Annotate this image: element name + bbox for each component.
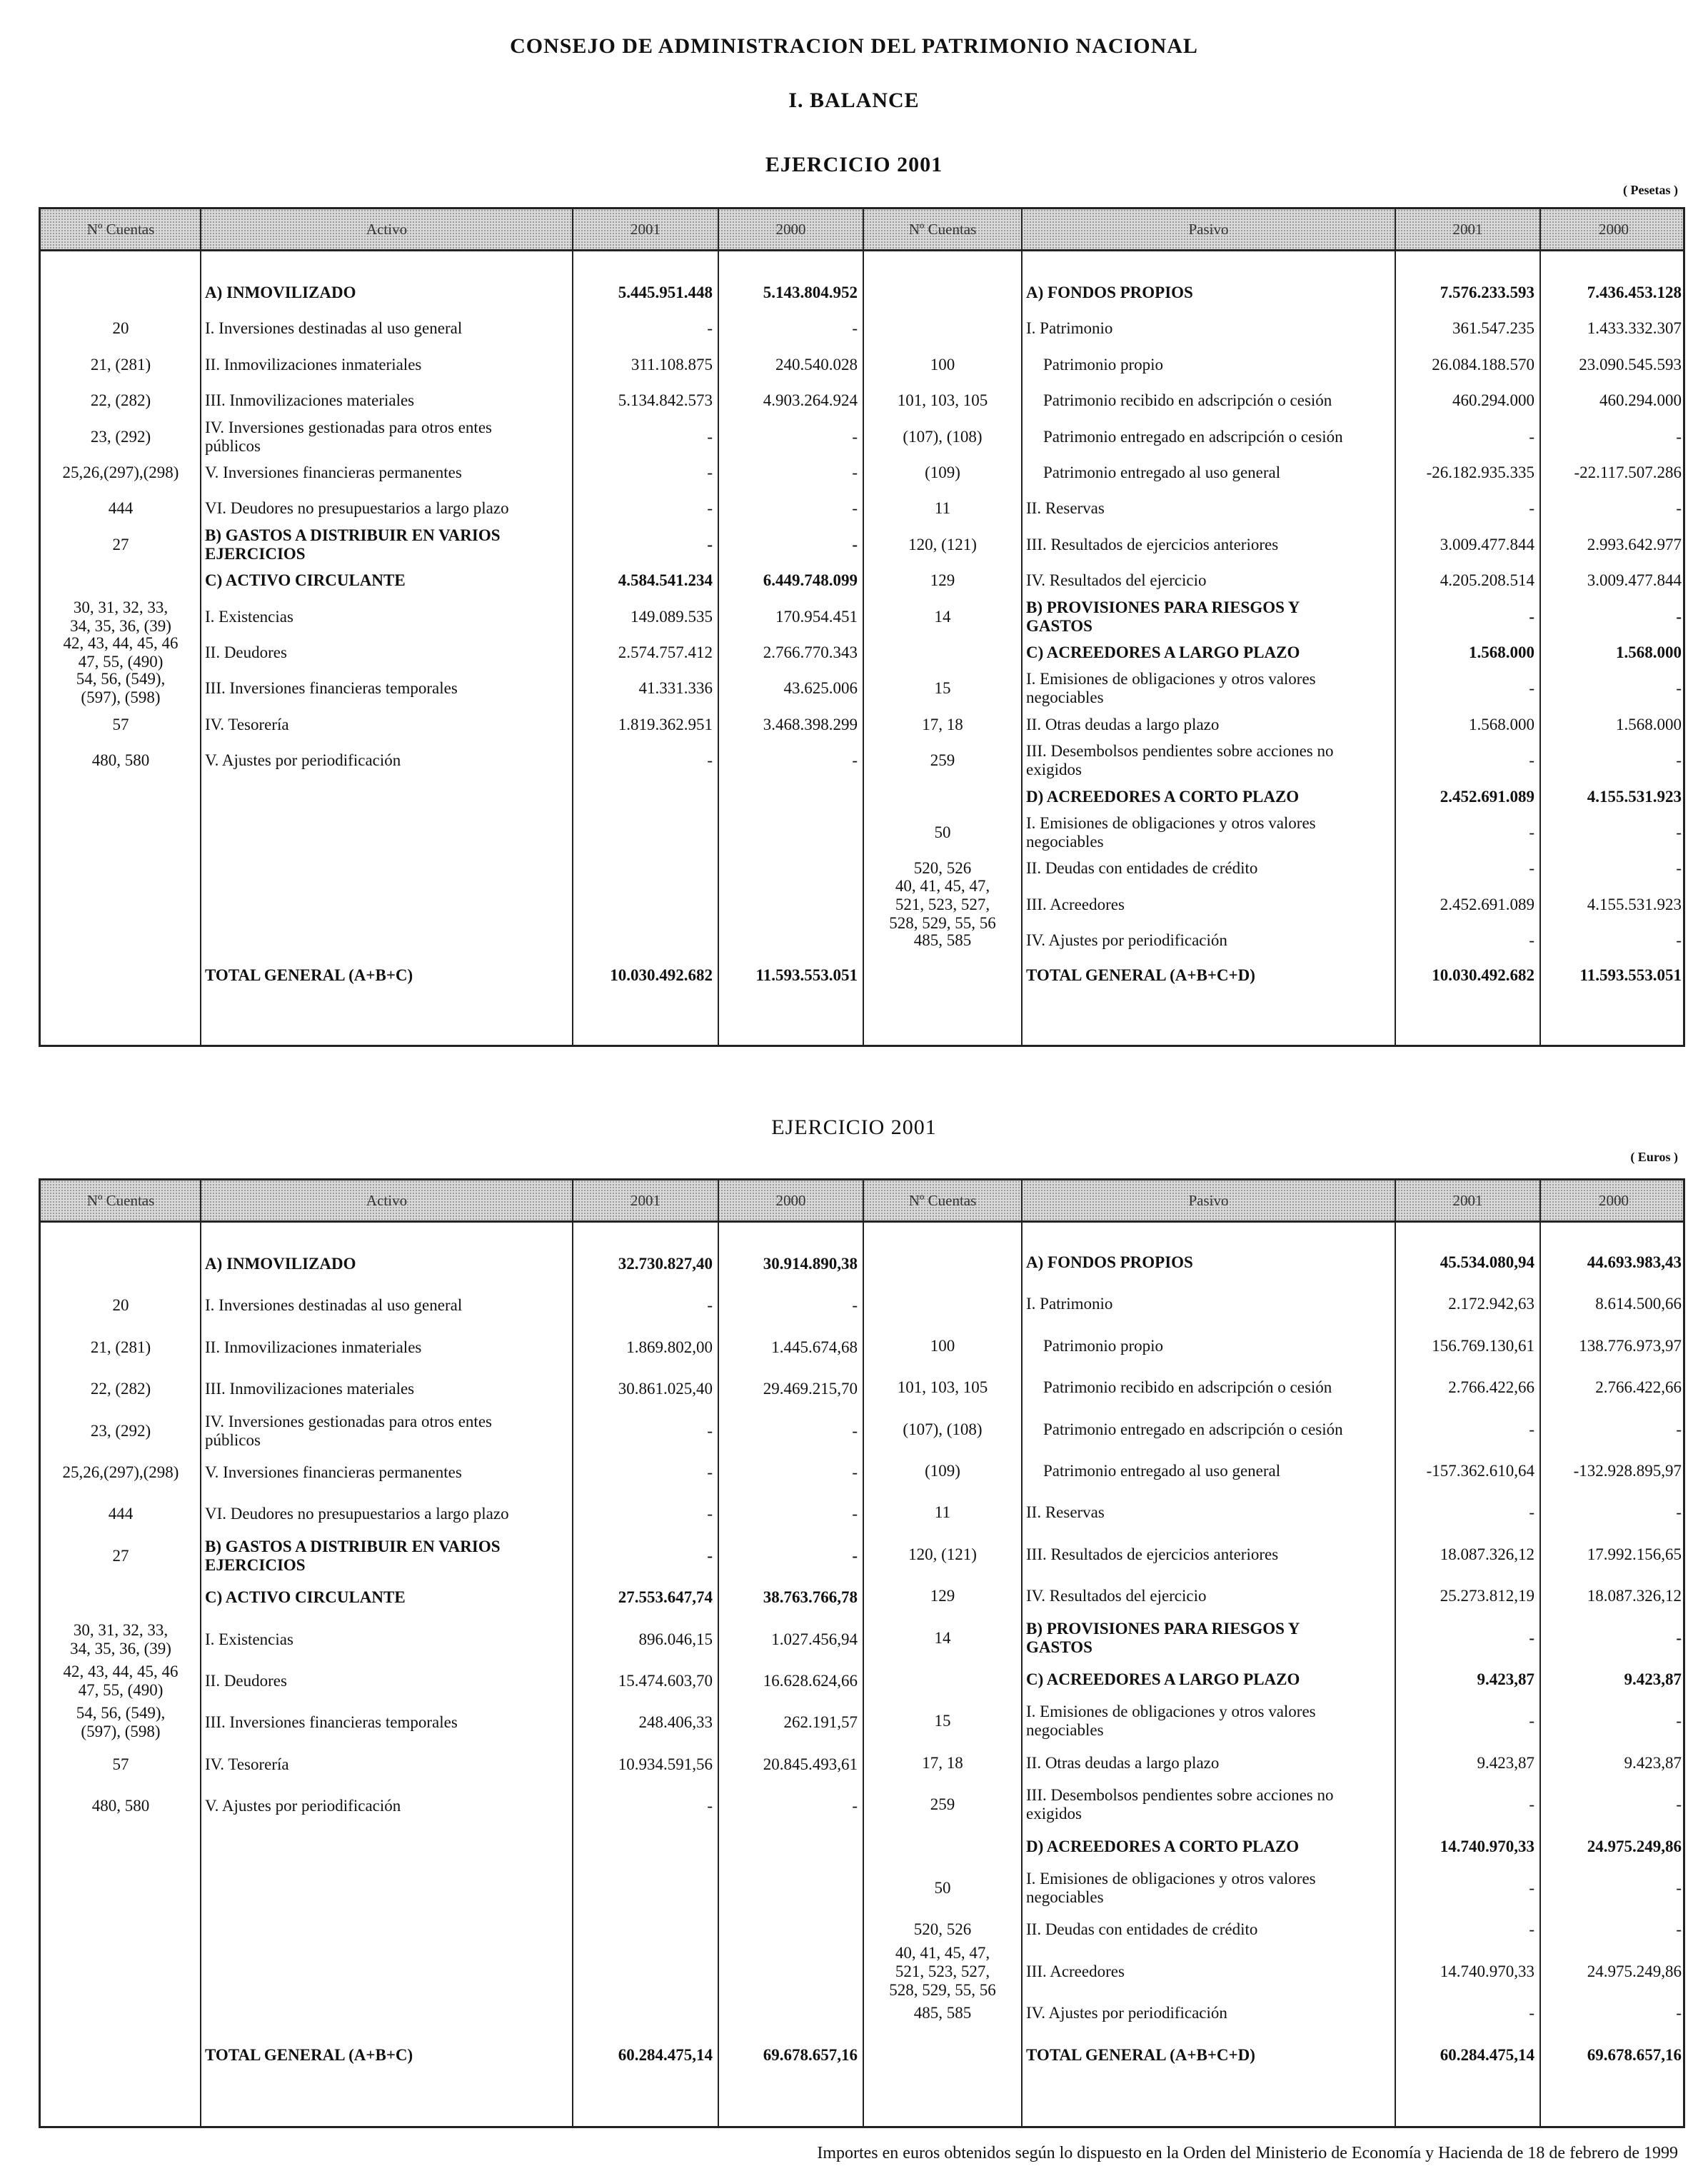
- row-label: A) FONDOS PROPIOS: [1026, 284, 1193, 301]
- value-2000: 38.763.766,78: [763, 1588, 858, 1607]
- value-2001: 361.547.235: [1452, 319, 1534, 338]
- value-2000: -: [852, 1546, 858, 1565]
- account-code: 20: [112, 1296, 129, 1315]
- row-label: II. Reservas: [1026, 499, 1105, 518]
- value-2000: 240.540.028: [775, 355, 858, 373]
- value-2001: 2.574.757.412: [618, 643, 713, 661]
- row-label: Patrimonio entregado en adscripción o cesión: [1043, 427, 1343, 446]
- document-title: CONSEJO DE ADMINISTRACION DEL PATRIMONIO NACIONAL: [510, 34, 1198, 58]
- account-code: 17, 18: [922, 1753, 963, 1772]
- total-2000: 11.593.553.051: [1579, 966, 1682, 984]
- value-2000: 8.614.500,66: [1595, 1295, 1682, 1313]
- account-code: 485, 585: [913, 931, 972, 950]
- row-label: V. Inversiones financieras permanentes: [205, 463, 462, 481]
- value-2001: 7.576.233.593: [1440, 284, 1534, 301]
- value-2000: -: [852, 1421, 858, 1440]
- row-label: III. Inmovilizaciones materiales: [205, 1380, 415, 1398]
- value-2001: 460.294.000: [1452, 391, 1534, 410]
- account-code: 259: [930, 1795, 955, 1814]
- value-2000: -: [1676, 2004, 1682, 2022]
- row-label: IV. Inversiones gestionadas para otros entes públicos: [205, 418, 492, 455]
- total-2001: 10.030.492.682: [610, 966, 713, 984]
- row-label: IV. Tesorería: [205, 1755, 289, 1773]
- row-label: III. Desembolsos pendientes sobre acciones no exigidos: [1026, 742, 1334, 779]
- value-2001: 32.730.827,40: [618, 1255, 713, 1273]
- account-code: 100: [930, 1336, 955, 1355]
- value-2000: -: [1676, 823, 1682, 841]
- account-code: 520, 526: [913, 859, 972, 878]
- value-2001: -: [1529, 1420, 1534, 1438]
- value-2001: -: [1529, 427, 1534, 446]
- value-2001: 5.445.951.448: [618, 284, 713, 301]
- value-2000: -: [1676, 1879, 1682, 1897]
- account-code: 27: [112, 1546, 129, 1565]
- account-code: 444: [108, 499, 134, 518]
- row-label: II. Deudores: [205, 1672, 287, 1690]
- row-label: III. Resultados de ejercicios anteriores: [1026, 535, 1279, 553]
- value-2000: 1.433.332.307: [1587, 319, 1682, 338]
- section-title: EJERCICIO 2001: [765, 153, 943, 176]
- row-label: VI. Deudores no presupuestarios a largo plazo: [205, 499, 509, 518]
- row-label: C) ACTIVO CIRCULANTE: [205, 1588, 406, 1607]
- balance-table: [39, 1178, 1685, 2128]
- value-2000: 2.766.770.343: [763, 643, 858, 661]
- value-2001: 14.740.970,33: [1440, 1962, 1534, 1980]
- value-2001: 9.423,87: [1477, 1670, 1534, 1688]
- account-code: 22, (282): [90, 391, 151, 410]
- account-code: 40, 41, 45, 47, 521, 523, 527, 528, 529, 55, 56: [889, 1943, 996, 1999]
- account-code: 22, (282): [90, 1380, 151, 1398]
- account-code: 520, 526: [913, 1920, 972, 1939]
- value-2001: -: [1529, 1795, 1534, 1814]
- row-label: II. Otras deudas a largo plazo: [1026, 1753, 1220, 1772]
- value-2000: 9.423,87: [1624, 1753, 1682, 1772]
- account-code: 42, 43, 44, 45, 46 47, 55, (490): [63, 1663, 179, 1699]
- value-2001: 27.553.647,74: [618, 1588, 713, 1607]
- account-code: 30, 31, 32, 33, 34, 35, 36, (39): [70, 1620, 171, 1658]
- row-label: Patrimonio entregado en adscripción o cesión: [1043, 1420, 1343, 1438]
- value-2001: 149.089.535: [631, 607, 713, 626]
- value-2000: -: [852, 1463, 858, 1481]
- value-2001: -: [707, 1797, 713, 1815]
- account-code: 14: [934, 1628, 951, 1647]
- value-2000: -: [852, 499, 858, 518]
- value-2001: -: [1529, 2004, 1534, 2022]
- row-label: IV. Tesorería: [205, 715, 289, 733]
- value-2000: -22.117.507.286: [1574, 463, 1682, 481]
- account-code: 101, 103, 105: [897, 391, 988, 410]
- account-code: 23, (292): [90, 1421, 151, 1440]
- value-2000: -: [1676, 1503, 1682, 1522]
- value-2001: 18.087.326,12: [1440, 1545, 1534, 1563]
- row-label: Patrimonio propio: [1043, 355, 1164, 373]
- value-2000: 4.903.264.924: [763, 391, 858, 410]
- value-2001: 10.934.591,56: [618, 1755, 713, 1773]
- row-label: IV. Inversiones gestionadas para otros entes públicos: [205, 1412, 492, 1449]
- value-2001: -: [1529, 607, 1534, 626]
- value-2001: 156.769.130,61: [1432, 1336, 1534, 1355]
- value-2000: 9.423,87: [1624, 1670, 1682, 1688]
- value-2000: -: [852, 463, 858, 481]
- account-code: 101, 103, 105: [897, 1378, 988, 1397]
- account-code: 50: [934, 1879, 951, 1897]
- row-label: II. Reservas: [1026, 1503, 1105, 1522]
- value-2001: -: [707, 463, 713, 481]
- header-activo: Activo: [366, 1192, 408, 1209]
- account-code: 54, 56, (549), (597), (598): [76, 1704, 166, 1741]
- account-code: 27: [112, 535, 129, 553]
- account-code: 17, 18: [922, 715, 963, 733]
- account-code: 50: [934, 823, 951, 841]
- row-label: B) PROVISIONES PARA RIESGOS Y GASTOS: [1026, 598, 1300, 635]
- value-2001: 9.423,87: [1477, 1753, 1534, 1772]
- value-2000: 3.009.477.844: [1587, 571, 1682, 590]
- row-label: Patrimonio recibido en adscripción o cesión: [1043, 391, 1332, 410]
- row-label: B) GASTOS A DISTRIBUIR EN VARIOS EJERCICIOS: [205, 1537, 501, 1574]
- account-code: 40, 41, 45, 47, 521, 523, 527, 528, 529, 55, 56: [889, 876, 996, 932]
- account-code: (107), (108): [903, 427, 983, 446]
- row-label: I. Inversiones destinadas al uso general: [205, 319, 463, 338]
- row-label: I. Existencias: [205, 607, 293, 626]
- value-2000: -132.928.895,97: [1573, 1462, 1682, 1480]
- account-code: 129: [930, 571, 955, 590]
- account-code: 21, (281): [90, 355, 151, 373]
- row-label: IV. Ajustes por periodificación: [1026, 931, 1227, 950]
- account-code: 444: [108, 1505, 134, 1523]
- value-2000: -: [1676, 1795, 1682, 1814]
- account-code: 54, 56, (549), (597), (598): [76, 670, 166, 707]
- value-2001: -: [1529, 859, 1534, 878]
- row-label: III. Desembolsos pendientes sobre acciones no exigidos: [1026, 1786, 1334, 1823]
- value-2000: -: [1676, 499, 1682, 518]
- row-label: II. Deudores: [205, 643, 287, 661]
- account-code: 30, 31, 32, 33, 34, 35, 36, (39): [70, 598, 171, 635]
- account-code: 485, 585: [913, 2004, 972, 2022]
- value-2000: -: [852, 319, 858, 338]
- row-label: V. Ajustes por periodificación: [205, 1797, 401, 1815]
- value-2000: 20.845.493,61: [763, 1755, 858, 1773]
- account-code: 100: [930, 355, 955, 373]
- total-label: TOTAL GENERAL (A+B+C): [205, 2046, 413, 2064]
- total-2000: 69.678.657,16: [763, 2046, 858, 2064]
- total-2001: 60.284.475,14: [618, 2046, 713, 2064]
- account-code: 15: [934, 1712, 951, 1730]
- value-2000: -: [1676, 427, 1682, 446]
- value-2001: -: [707, 319, 713, 338]
- row-label: III. Resultados de ejercicios anteriores: [1026, 1545, 1279, 1563]
- value-2001: -: [1529, 751, 1534, 770]
- value-2000: -: [1676, 1628, 1682, 1647]
- value-2000: 44.693.983,43: [1587, 1253, 1682, 1271]
- value-2001: -: [1529, 1712, 1534, 1730]
- value-2001: 311.108.875: [631, 355, 713, 373]
- value-2000: 1.445.674,68: [771, 1338, 858, 1356]
- value-2000: -: [1676, 1920, 1682, 1939]
- value-2000: 17.992.156,65: [1587, 1545, 1682, 1563]
- value-2000: 29.469.215,70: [763, 1380, 858, 1398]
- row-label: V. Inversiones financieras permanentes: [205, 1463, 462, 1481]
- currency-unit: ( Euros ): [1630, 1150, 1678, 1164]
- header-2000: 2000: [775, 1192, 806, 1209]
- row-label: A) INMOVILIZADO: [205, 284, 356, 301]
- account-code: (109): [925, 463, 960, 481]
- account-code: 480, 580: [91, 751, 150, 770]
- value-2001: -: [707, 751, 713, 770]
- value-2000: -: [1676, 1712, 1682, 1730]
- value-2000: -: [852, 427, 858, 446]
- value-2000: 1.027.456,94: [771, 1630, 858, 1648]
- total-2000: 69.678.657,16: [1587, 2046, 1682, 2064]
- value-2000: 138.776.973,97: [1579, 1336, 1682, 1355]
- header-cuentas: Nº Cuentas: [86, 1192, 155, 1209]
- value-2001: -: [1529, 1628, 1534, 1647]
- value-2001: -: [707, 427, 713, 446]
- account-code: 20: [112, 319, 129, 338]
- value-2000: 5.143.804.952: [763, 284, 858, 301]
- table-header: [41, 209, 1683, 251]
- row-label: Patrimonio entregado al uso general: [1043, 463, 1281, 481]
- row-label: II. Otras deudas a largo plazo: [1026, 715, 1220, 733]
- value-2000: 460.294.000: [1599, 391, 1682, 410]
- header-2000: 2000: [1599, 221, 1629, 238]
- account-code: 120, (121): [908, 535, 977, 553]
- account-code: 23, (292): [90, 427, 151, 446]
- account-code: (107), (108): [903, 1420, 983, 1438]
- value-2000: 1.568.000: [1616, 715, 1682, 733]
- value-2001: 15.474.603,70: [618, 1672, 713, 1690]
- value-2000: 7.436.453.128: [1587, 284, 1682, 301]
- account-code: 14: [934, 607, 951, 626]
- value-2000: -: [852, 1505, 858, 1523]
- value-2001: 3.009.477.844: [1440, 535, 1534, 553]
- total-label: TOTAL GENERAL (A+B+C): [205, 966, 413, 984]
- total-label: TOTAL GENERAL (A+B+C+D): [1026, 966, 1255, 984]
- account-code: 15: [934, 679, 951, 698]
- value-2000: -: [852, 751, 858, 770]
- account-code: 259: [930, 751, 955, 770]
- value-2000: 30.914.890,38: [763, 1255, 858, 1273]
- header-2001: 2001: [1452, 1192, 1483, 1209]
- row-label: Patrimonio recibido en adscripción o cesión: [1043, 1378, 1332, 1397]
- account-code: 25,26,(297),(298): [62, 1463, 179, 1481]
- account-code: 42, 43, 44, 45, 46 47, 55, (490): [63, 634, 179, 671]
- value-2001: -: [1529, 1879, 1534, 1897]
- value-2000: 6.449.748.099: [763, 571, 858, 590]
- row-label: V. Ajustes por periodificación: [205, 751, 401, 770]
- row-label: II. Inmovilizaciones inmateriales: [205, 355, 422, 373]
- account-code: 25,26,(297),(298): [62, 463, 179, 481]
- row-label: B) GASTOS A DISTRIBUIR EN VARIOS EJERCICIOS: [205, 526, 501, 563]
- column-divider: [1539, 1180, 1541, 2126]
- total-2001: 60.284.475,14: [1440, 2046, 1534, 2064]
- account-code: 57: [112, 715, 129, 733]
- value-2000: 1.568.000: [1616, 643, 1682, 661]
- value-2000: -: [852, 1797, 858, 1815]
- value-2001: 5.134.842.573: [618, 391, 713, 410]
- header-cuentas: Nº Cuentas: [908, 221, 977, 238]
- value-2001: -: [707, 1296, 713, 1315]
- header-cuentas: Nº Cuentas: [86, 221, 155, 238]
- row-label: Patrimonio entregado al uso general: [1043, 1462, 1281, 1480]
- value-2000: 23.090.545.593: [1579, 355, 1682, 373]
- row-label: A) FONDOS PROPIOS: [1026, 1253, 1193, 1271]
- row-label: C) ACTIVO CIRCULANTE: [205, 571, 406, 590]
- row-label: I. Emisiones de obligaciones y otros valores negociables: [1026, 670, 1316, 707]
- row-label: IV. Resultados del ejercicio: [1026, 1587, 1207, 1605]
- value-2001: 4.584.541.234: [618, 571, 713, 590]
- value-2001: 896.046,15: [638, 1630, 713, 1648]
- account-code: 480, 580: [91, 1797, 150, 1815]
- value-2001: 248.406,33: [638, 1713, 713, 1732]
- row-label: Patrimonio propio: [1043, 1336, 1164, 1355]
- value-2001: -: [1529, 499, 1534, 518]
- account-code: (109): [925, 1462, 960, 1480]
- value-2001: 4.205.208.514: [1440, 571, 1534, 590]
- value-2000: 4.155.531.923: [1587, 895, 1682, 913]
- document-subtitle: I. BALANCE: [788, 89, 920, 112]
- value-2001: -: [707, 1421, 713, 1440]
- value-2001: -: [1529, 931, 1534, 950]
- value-2000: 170.954.451: [775, 607, 858, 626]
- row-label: III. Inversiones financieras temporales: [205, 679, 458, 698]
- row-label: I. Patrimonio: [1026, 319, 1113, 338]
- row-label: I. Patrimonio: [1026, 1295, 1113, 1313]
- header-2001: 2001: [1452, 221, 1483, 238]
- currency-unit: ( Pesetas ): [1623, 183, 1678, 197]
- account-code: 11: [934, 1503, 951, 1522]
- account-code: 11: [934, 499, 951, 518]
- row-label: II. Deudas con entidades de crédito: [1026, 1920, 1258, 1939]
- value-2001: 2.452.691.089: [1440, 895, 1534, 913]
- section-title: EJERCICIO 2001: [771, 1115, 937, 1139]
- value-2001: -26.182.935.335: [1426, 463, 1534, 481]
- row-label: D) ACREEDORES A CORTO PLAZO: [1026, 1837, 1300, 1855]
- balance-table: [39, 207, 1685, 1047]
- column-divider: [1395, 1180, 1396, 2126]
- value-2000: 43.625.006: [783, 679, 858, 698]
- row-label: A) INMOVILIZADO: [205, 1255, 356, 1273]
- value-2001: 41.331.336: [638, 679, 713, 698]
- row-label: III. Inmovilizaciones materiales: [205, 391, 415, 410]
- footnote: Importes en euros obtenidos según lo dispuesto en la Orden del Ministerio de Economía y Hacienda de 18 de febrero de 1999: [817, 2144, 1678, 2162]
- value-2001: -157.362.610,64: [1426, 1462, 1534, 1480]
- value-2000: 2.766.422,66: [1595, 1378, 1682, 1397]
- value-2001: 30.861.025,40: [618, 1380, 713, 1398]
- value-2000: 4.155.531.923: [1587, 787, 1682, 806]
- value-2001: 1.819.362.951: [618, 715, 713, 733]
- value-2001: 14.740.970,33: [1440, 1837, 1534, 1855]
- account-code: 57: [112, 1755, 129, 1773]
- value-2001: 2.452.691.089: [1440, 787, 1534, 806]
- row-label: D) ACREEDORES A CORTO PLAZO: [1026, 787, 1300, 806]
- value-2000: -: [1676, 859, 1682, 878]
- value-2000: -: [852, 1296, 858, 1315]
- value-2001: -: [707, 535, 713, 553]
- table-header: [41, 1180, 1683, 1223]
- value-2001: 26.084.188.570: [1432, 355, 1534, 373]
- header-2000: 2000: [775, 221, 806, 238]
- value-2001: 1.568.000: [1469, 715, 1534, 733]
- value-2000: 262.191,57: [783, 1713, 858, 1732]
- value-2000: -: [1676, 607, 1682, 626]
- row-label: I. Emisiones de obligaciones y otros valores negociables: [1026, 1703, 1316, 1740]
- row-label: C) ACREEDORES A LARGO PLAZO: [1026, 1670, 1300, 1688]
- value-2000: -: [1676, 679, 1682, 698]
- value-2000: -: [1676, 1420, 1682, 1438]
- total-label: TOTAL GENERAL (A+B+C+D): [1026, 2046, 1255, 2064]
- value-2000: -: [1676, 931, 1682, 950]
- row-label: IV. Resultados del ejercicio: [1026, 571, 1207, 590]
- row-label: III. Inversiones financieras temporales: [205, 1713, 458, 1732]
- account-code: 129: [930, 1587, 955, 1605]
- value-2001: 45.534.080,94: [1440, 1253, 1534, 1271]
- row-label: I. Emisiones de obligaciones y otros valores negociables: [1026, 1870, 1316, 1906]
- value-2000: 18.087.326,12: [1587, 1587, 1682, 1605]
- value-2000: -: [852, 535, 858, 553]
- value-2001: -: [1529, 823, 1534, 841]
- row-label: II. Deudas con entidades de crédito: [1026, 859, 1258, 878]
- value-2001: 1.869.802,00: [626, 1338, 713, 1356]
- value-2001: 25.273.812,19: [1440, 1587, 1534, 1605]
- header-cuentas: Nº Cuentas: [908, 1192, 977, 1209]
- header-2001: 2001: [631, 1192, 660, 1209]
- header-2000: 2000: [1599, 1192, 1629, 1209]
- account-code: 120, (121): [908, 1545, 977, 1563]
- value-2001: 2.172.942,63: [1448, 1295, 1534, 1313]
- row-label: II. Inmovilizaciones inmateriales: [205, 1338, 422, 1356]
- row-label: B) PROVISIONES PARA RIESGOS Y GASTOS: [1026, 1619, 1300, 1656]
- total-2001: 10.030.492.682: [1432, 966, 1534, 984]
- value-2001: -: [1529, 1503, 1534, 1522]
- header-2001: 2001: [631, 221, 660, 238]
- value-2000: 2.993.642.977: [1587, 535, 1682, 553]
- value-2000: -: [1676, 751, 1682, 770]
- row-label: I. Existencias: [205, 1630, 293, 1648]
- value-2001: -: [707, 1546, 713, 1565]
- row-label: VI. Deudores no presupuestarios a largo plazo: [205, 1505, 509, 1523]
- value-2001: -: [707, 1463, 713, 1481]
- account-code: 21, (281): [90, 1338, 151, 1356]
- header-pasivo: Pasivo: [1188, 221, 1229, 238]
- total-2000: 11.593.553.051: [755, 966, 858, 984]
- value-2001: -: [1529, 679, 1534, 698]
- value-2000: 16.628.624,66: [763, 1672, 858, 1690]
- row-label: III. Acreedores: [1026, 1962, 1125, 1980]
- column-divider: [718, 1180, 719, 2126]
- value-2000: 3.468.398.299: [763, 715, 858, 733]
- value-2000: 24.975.249,86: [1587, 1962, 1682, 1980]
- row-label: C) ACREEDORES A LARGO PLAZO: [1026, 643, 1300, 661]
- header-pasivo: Pasivo: [1188, 1192, 1229, 1209]
- row-label: I. Emisiones de obligaciones y otros valores negociables: [1026, 814, 1316, 851]
- value-2001: -: [707, 499, 713, 518]
- row-label: III. Acreedores: [1026, 895, 1125, 913]
- header-activo: Activo: [366, 221, 408, 238]
- value-2001: 1.568.000: [1469, 643, 1534, 661]
- value-2000: 24.975.249,86: [1587, 1837, 1682, 1855]
- row-label: IV. Ajustes por periodificación: [1026, 2004, 1227, 2022]
- column-divider: [572, 1180, 573, 2126]
- row-label: I. Inversiones destinadas al uso general: [205, 1296, 463, 1315]
- value-2001: 2.766.422,66: [1448, 1378, 1534, 1397]
- value-2001: -: [707, 1505, 713, 1523]
- value-2001: -: [1529, 1920, 1534, 1939]
